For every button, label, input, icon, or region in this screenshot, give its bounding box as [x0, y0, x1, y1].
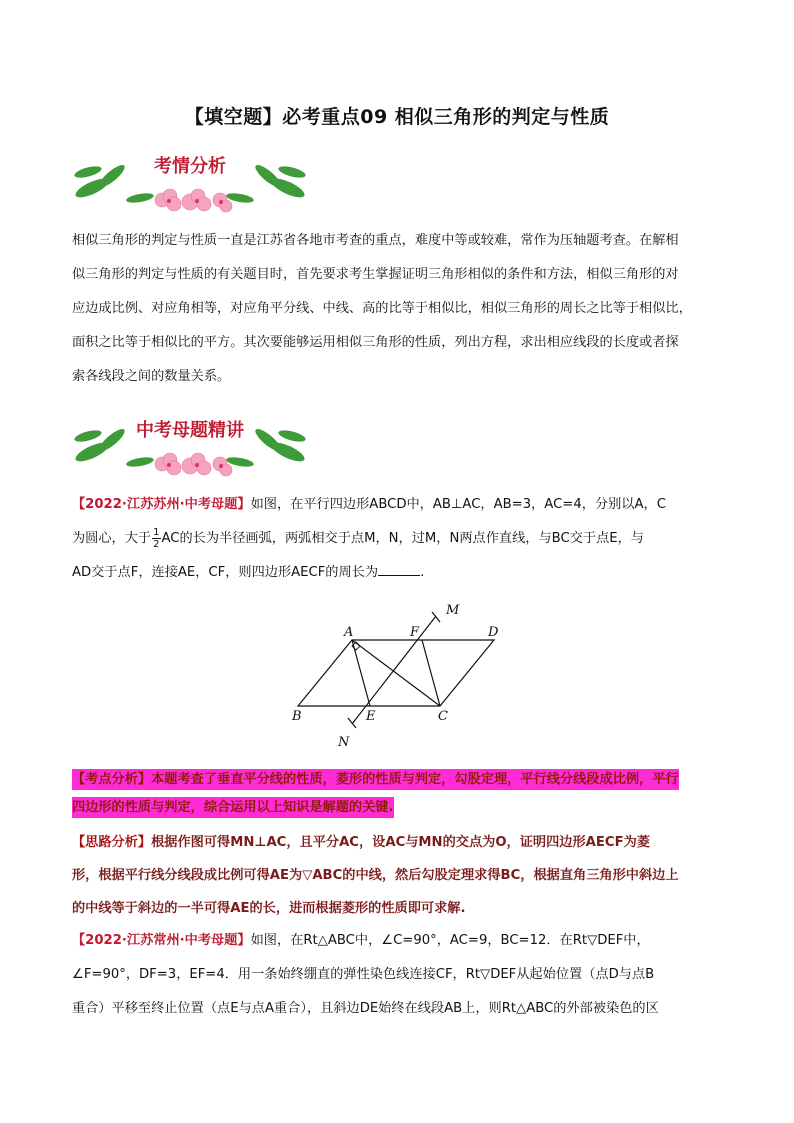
label-f: F	[410, 625, 420, 640]
problem-text: AC的长为半径画弧，两弧相交于点M，N，过M，N两点作直线，与BC交于点E，与	[161, 531, 644, 546]
problem-text: .	[420, 565, 425, 580]
page-title: 【填空题】必考重点09 相似三角形的判定与性质	[184, 106, 610, 128]
intro-line: 面积之比等于相似比的平方。其次要能够运用相似三角形的性质，列出方程，求出相应线段的长度或者探	[72, 335, 679, 350]
label-c: C	[438, 709, 448, 724]
highlighted-text: 四边形的性质与判定，综合运用以上知识是解题的关键.	[72, 797, 394, 818]
problem-text: AD交于点F，连接AE，CF，则四边形AECF的周长为	[72, 565, 379, 580]
segment-ac	[352, 640, 440, 706]
analysis-line: 形，根据平行线分线段成比例可得AE为▽ABC的中线，然后勾股定理求得BC，根据直角三角形中斜边上	[72, 868, 679, 883]
problem-text: 如图，在平行四边形ABCD中，AB⊥AC，AB=3，AC=4，分别以A，C	[250, 497, 666, 512]
section-banner-analysis	[70, 146, 310, 216]
segment-ae	[352, 640, 370, 706]
problem-source: 【2022·江苏常州·中考母题】	[72, 933, 251, 948]
label-e: E	[366, 709, 376, 724]
key-point-analysis	[72, 766, 722, 822]
problem-1	[72, 488, 722, 590]
banner-label: 中考母题精讲	[136, 420, 244, 441]
problem-1-line-3	[72, 556, 722, 590]
label-a: A	[344, 625, 354, 640]
intro-line: 应边成比例、对应角相等，对应角平分线、中线、高的比等于相似比，相似三角形的周长之比等于相似比，	[72, 301, 692, 316]
label-n: N	[338, 735, 350, 750]
answer-blank[interactable]	[378, 561, 420, 576]
label-m: M	[446, 603, 460, 618]
problem-2-line-1	[72, 924, 722, 958]
problem-2-line-3: 重合）平移至终止位置（点E与点A重合），且斜边DE始终在线段AB上，则Rt△ABC的外部被染色的区	[72, 1001, 659, 1016]
fraction	[152, 527, 160, 550]
problem-1-line-2	[72, 522, 722, 556]
thinking-analysis	[72, 826, 722, 925]
problem-2-line-2: ∠F=90°，DF=3，EF=4．用一条始终绷直的弹性染色线连接CF，Rt▽DEF从起始位置（点D与点B	[72, 967, 655, 982]
problem-text: 如图，在Rt△ABC中，∠C=90°，AC=9，BC=12．在Rt▽DEF中，	[250, 933, 650, 948]
intro-paragraph	[72, 224, 722, 394]
highlighted-text: 【考点分析】本题考查了垂直平分线的性质，菱形的性质与判定，勾股定理，平行线分线段成比例，平行	[72, 769, 679, 790]
problem-1-line-1	[72, 488, 722, 522]
section-banner-exam	[70, 410, 310, 480]
analysis-tag: 【思路分析】	[72, 835, 152, 850]
line-mn	[352, 616, 436, 724]
fraction-denominator: 2	[153, 538, 160, 550]
intro-line: 索各线段之间的数量关系。	[72, 369, 231, 384]
intro-line: 似三角形的判定与性质的有关题目时，首先要求考生掌握证明三角形相似的条件和方法，相似三角形的对	[72, 267, 679, 282]
analysis-line: 的中线等于斜边的一半可得AE的长，进而根据菱形的性质即可求解.	[72, 901, 466, 916]
banner-label: 考情分析	[154, 156, 226, 177]
fraction-numerator: 1	[153, 526, 160, 538]
intro-line: 相似三角形的判定与性质一直是江苏省各地市考查的重点，难度中等或较难，常作为压轴题考查。在解相	[72, 233, 679, 248]
problem-2	[72, 924, 722, 1026]
label-b: B	[292, 709, 302, 724]
problem-text: 为圆心，大于	[72, 531, 152, 546]
problem-source: 【2022·江苏苏州·中考母题】	[72, 497, 251, 512]
label-d: D	[488, 625, 499, 640]
segment-cf	[422, 640, 440, 706]
analysis-text: 根据作图可得MN⊥AC，且平分AC，设AC与MN的交点为O，证明四边形AECF为菱	[151, 835, 650, 850]
geometry-figure	[280, 596, 520, 756]
analysis-line	[72, 826, 722, 859]
